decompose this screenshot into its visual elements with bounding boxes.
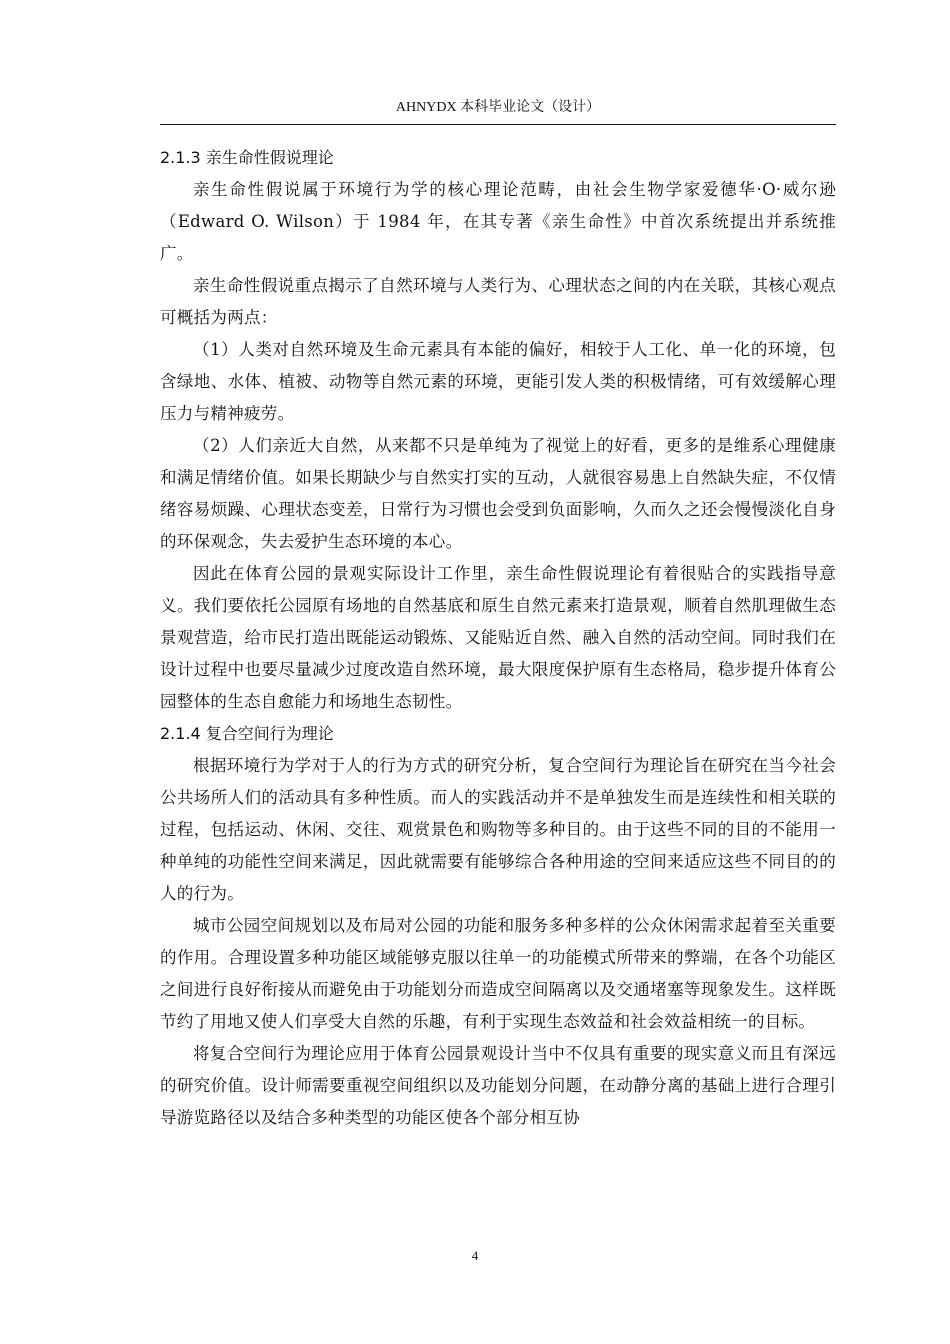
section-heading-2-1-3: 2.1.3 亲生命性假说理论 xyxy=(160,148,334,167)
paragraph: 根据环境行为学对于人的行为方式的研究分析，复合空间行为理论旨在研究在当今社会公共场所人们的活动具有多种性质。而人的实践活动并不是单独发生而是连续性和相关联的过程，包括运动、休闲、交往、观赏景色和购物等多种目的。由于这些不同的目的不能用一种单纯的功能性空间来满足，因此就需要有能够综合各种用途的空间来适应这些不同目的的人的行为。 xyxy=(160,756,836,903)
page-body xyxy=(160,142,836,1134)
paragraph: 亲生命性假说属于环境行为学的核心理论范畴，由社会生物学家爱德华·O·威尔逊（Edward O. Wilson）于 1984 年，在其专著《亲生命性》中首次系统提出并系统推广。 xyxy=(160,180,836,263)
page-number: 4 xyxy=(471,1248,479,1263)
list-item: （2）人们亲近大自然，从来都不只是单纯为了视觉上的好看，更多的是维系心理健康和满足情绪价值。如果长期缺少与自然实打实的互动，人就很容易患上自然缺失症，不仅情绪容易烦躁、心理状态变差，日常行为习惯也会受到负面影响，久而久之还会慢慢淡化自身的环保观念，失去爱护生态环境的本心。 xyxy=(160,436,836,551)
paragraph: 将复合空间行为理论应用于体育公园景观设计当中不仅具有重要的现实意义而且有深远的研究价值。设计师需要重视空间组织以及功能划分问题，在动静分离的基础上进行合理引导游览路径以及结合多种类型的功能区使各个部分相互协 xyxy=(160,1044,836,1127)
header-divider xyxy=(160,124,836,125)
section-heading-2-1-4: 2.1.4 复合空间行为理论 xyxy=(160,724,334,743)
paragraph: 因此在体育公园的景观实际设计工作里，亲生命性假说理论有着很贴合的实践指导意义。我们要依托公园原有场地的自然基底和原生自然元素来打造景观，顺着自然肌理做生态景观营造，给市民打造出既能运动锻炼、又能贴近自然、融入自然的活动空间。同时我们在设计过程中也要尽量减少过度改造自然环境，最大限度保护原有生态格局，稳步提升体育公园整体的生态自愈能力和场地生态韧性。 xyxy=(160,564,836,711)
paragraph: 亲生命性假说重点揭示了自然环境与人类行为、心理状态之间的内在关联，其核心观点可概括为两点： xyxy=(160,276,836,327)
paragraph: 城市公园空间规划以及布局对公园的功能和服务多种多样的公众休闲需求起着至关重要的作用。合理设置多种功能区域能够克服以往单一的功能模式所带来的弊端，在各个功能区之间进行良好衔接从而避免由于功能划分而造成空间隔离以及交通堵塞等现象发生。这样既节约了用地又使人们享受大自然的乐趣，有利于实现生态效益和社会效益相统一的目标。 xyxy=(160,916,836,1031)
list-item: （1）人类对自然环境及生命元素具有本能的偏好，相较于人工化、单一化的环境，包含绿地、水体、植被、动物等自然元素的环境，更能引发人类的积极情绪，可有效缓解心理压力与精神疲劳。 xyxy=(160,340,836,423)
running-header: AHNYDX 本科毕业论文（设计） xyxy=(395,100,601,115)
